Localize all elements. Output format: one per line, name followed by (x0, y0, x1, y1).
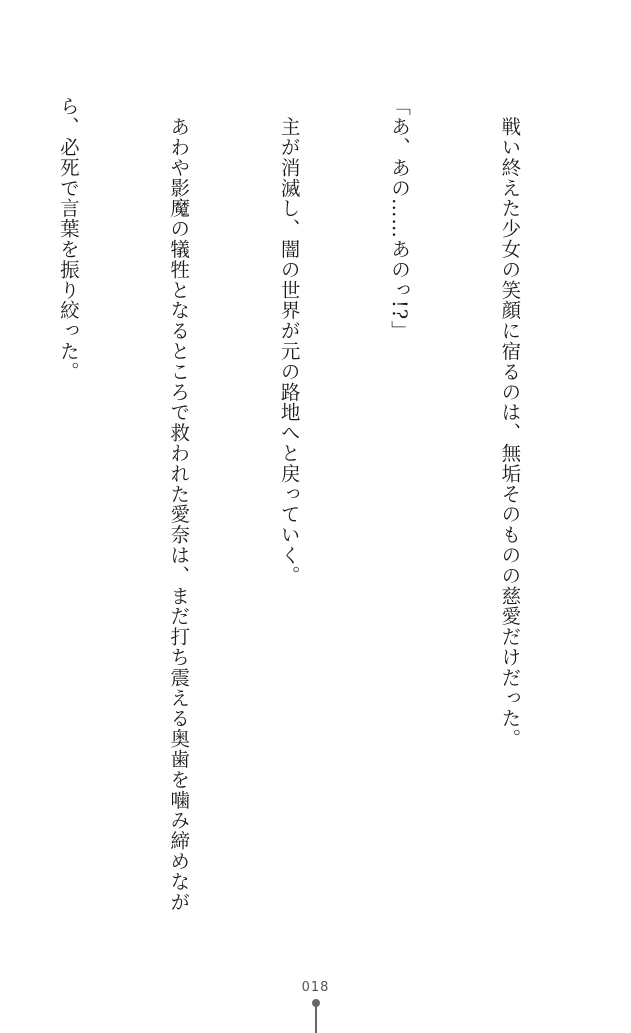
text-column-4: あわや影魔の犠牲となるところで救われた愛奈は、まだ打ち震える奥歯を噛み締めなが (167, 96, 191, 912)
text-column-1: 戦い終えた少女の笑顔に宿るのは、無垢そのものの慈愛だけだった。 (498, 96, 522, 749)
vertical-body-text (0, 96, 601, 956)
text-column-3: 主が消滅し、闇の世界が元の路地へと戻っていく。 (277, 96, 301, 586)
text-column-5: ら、必死で言葉を振り絞った。 (56, 96, 80, 382)
text-column-2: 「あ、あの……あのっ!?」 (388, 96, 412, 341)
page-number: 018 (301, 980, 330, 995)
page-marker-line (315, 1005, 317, 1033)
